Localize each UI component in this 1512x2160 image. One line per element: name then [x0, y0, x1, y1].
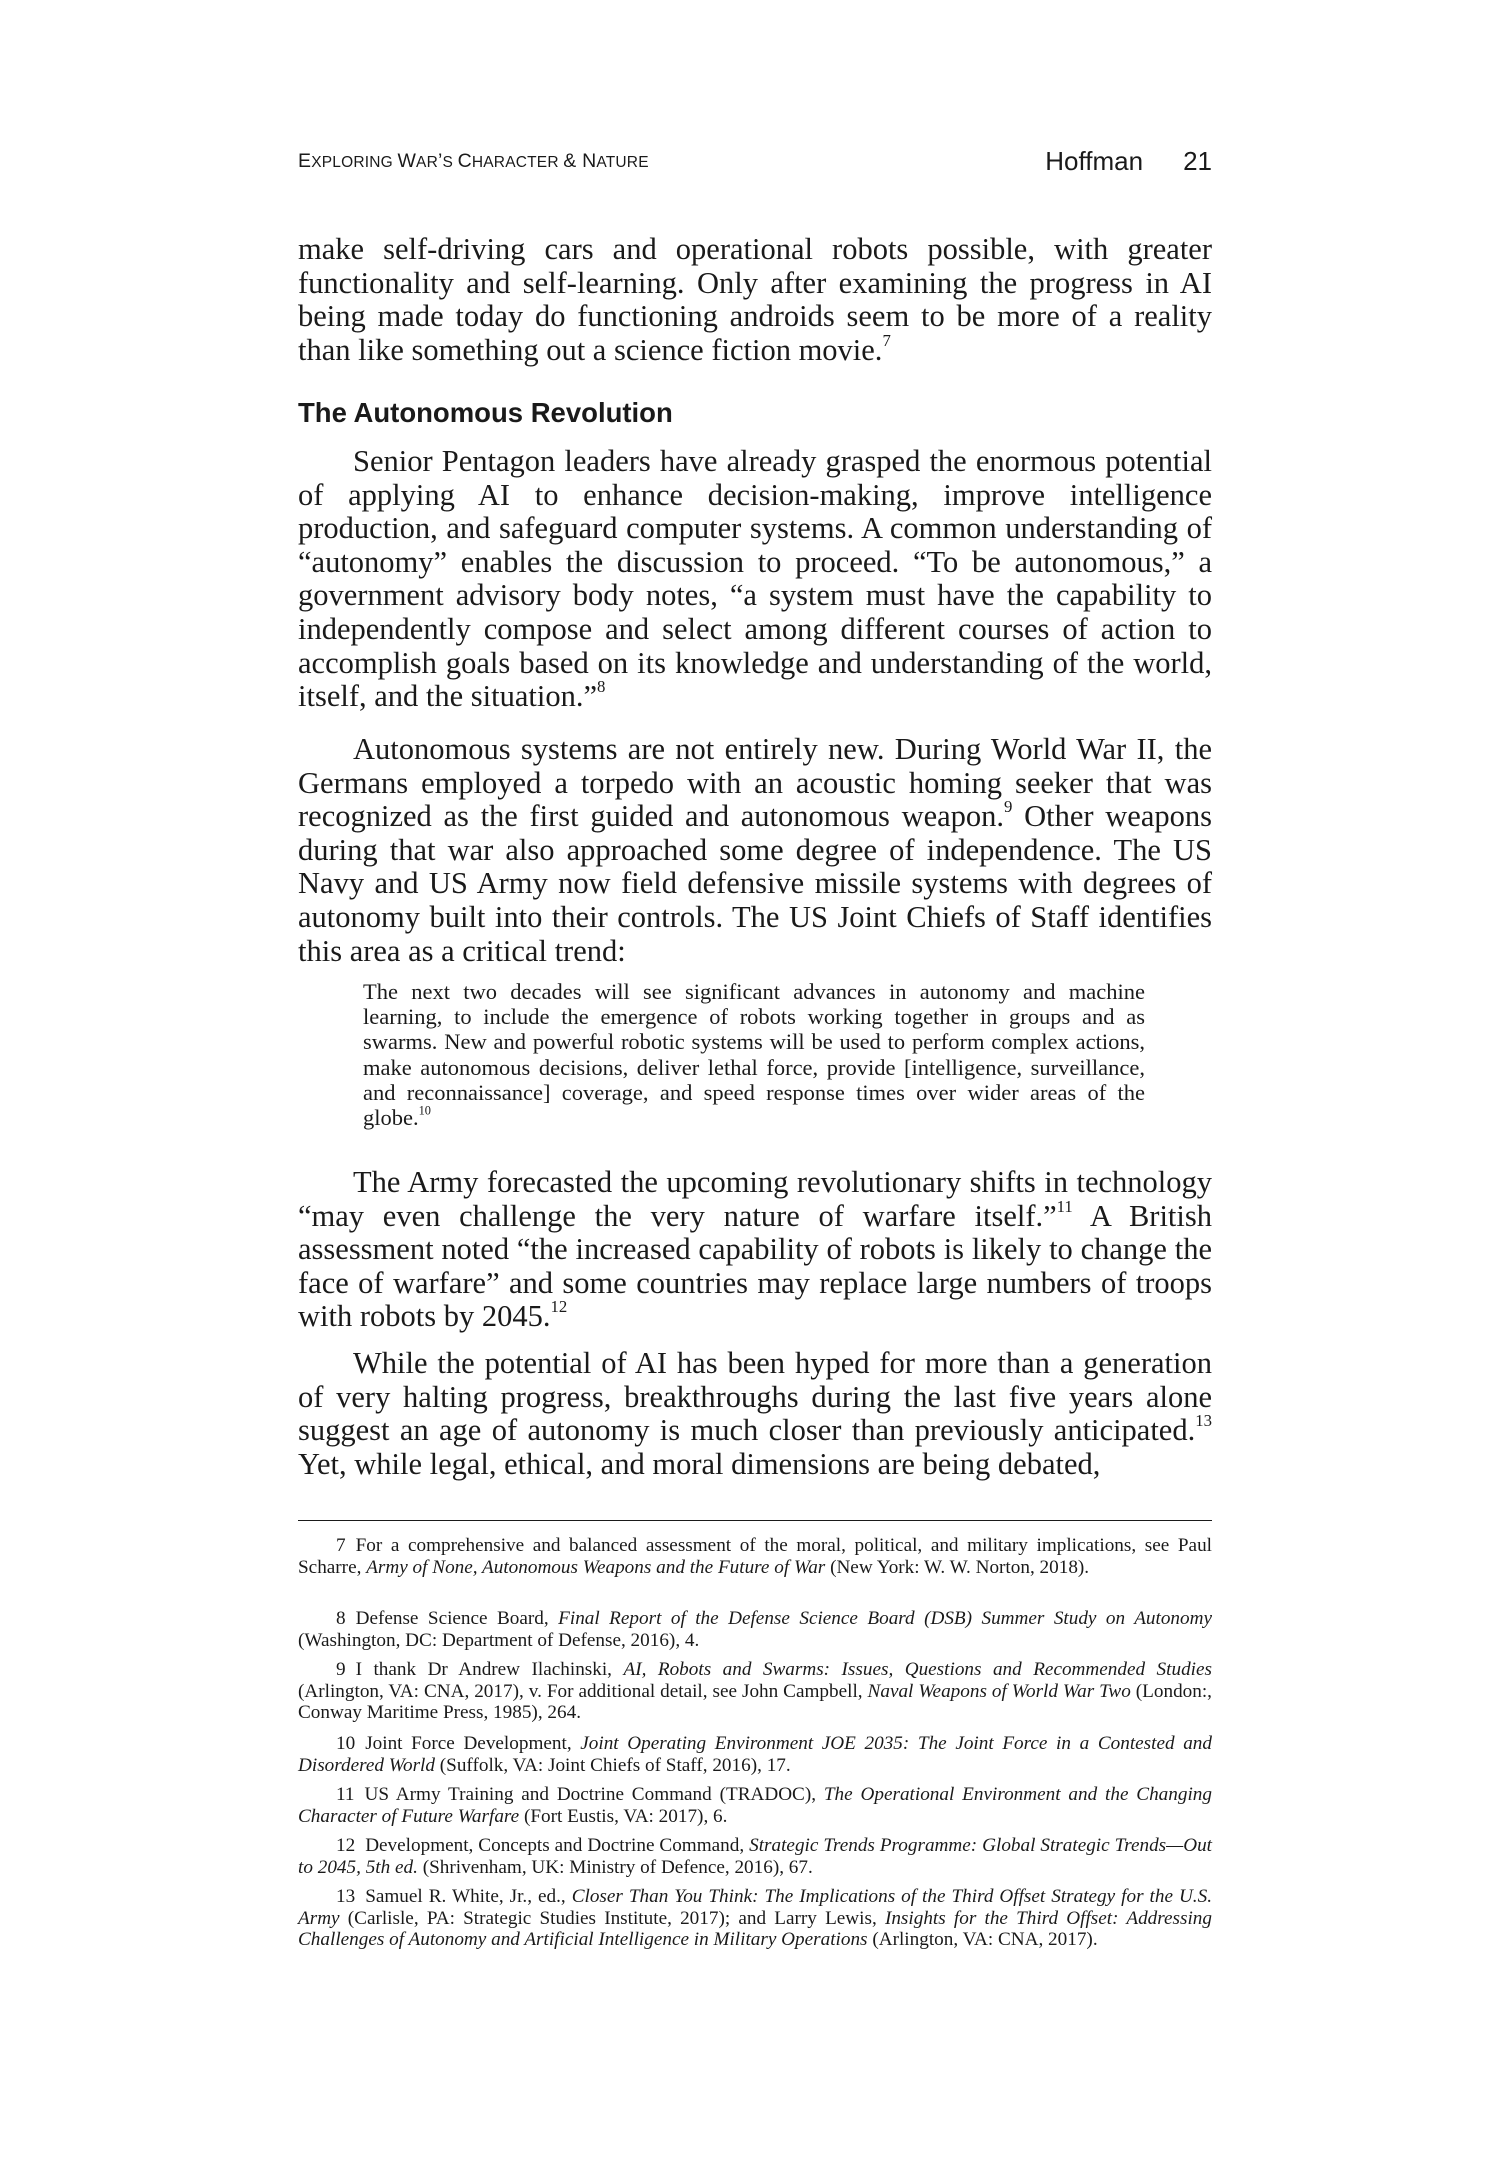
running-head [298, 146, 1212, 182]
footnote-10: 10 Joint Force Development, Joint Operating Environment JOE 2035: The Joint Force in a Contested and Disordered World (Suffolk, VA: Joint Chiefs of Staff, 2016), 17. [298, 1733, 1212, 1776]
footnote-ref: 10 [418, 1103, 431, 1118]
page-number: 21 [1183, 146, 1212, 176]
footnote-ref: 7 [882, 330, 891, 350]
footnote-ref: 11 [1056, 1196, 1073, 1216]
footnote-11: 11 US Army Training and Doctrine Command (TRADOC), The Operational Environment and the Changing Character of Future Warfare (Fort Eustis, VA: 2017), 6. [298, 1784, 1212, 1827]
footnote-7: 7 For a comprehensive and balanced assessment of the moral, political, and military implications, see Paul Scharre, Army of None, Autonomous Weapons and the Future of War (New York: W. W. Norton, 2018). [298, 1535, 1212, 1578]
footnote-13: 13 Samuel R. White, Jr., ed., Closer Than You Think: The Implications of the Third Offset Strategy for the U.S. Army (Carlisle, PA: Strategic Studies Institute, 2017); and Larry Lewis, Insights for the Third Offset: Addressing Challenges of Autonomy and Artificial Intelligence in Military Operations (Arlington, VA: CNA, 2017). [298, 1886, 1212, 1951]
footnote-9: 9 I thank Dr Andrew Ilachinski, AI, Robots and Swarms: Issues, Questions and Recommended Studies (Arlington, VA: CNA, 2017), v. For additional detail, see John Campbell, Naval Weapons of World War Two (London:, Conway Maritime Press, 1985), 264. [298, 1659, 1212, 1724]
paragraph-autonomy-definition: Senior Pentagon leaders have already grasped the enormous potential of applying AI to enhance decision-making, improve intelligence production, and safeguard computer systems. A common understanding of “autonomy” enables the discussion to proceed. “To be autonomous,” a government advisory body notes, “a system must have the capability to independently compose and select among different courses of action to accomplish goals based on its knowledge and understanding of the world, itself, and the situation.”$^8$ [298, 444, 1212, 714]
running-head-right [1045, 146, 1212, 177]
footnote-ref: 12 [550, 1297, 568, 1317]
paragraph-autonomous-history: Autonomous systems are not entirely new. During World War II, the Germans employed a torpedo with an acoustic homing seeker that was recognized as the first guided and autonomous weapon.$^9$ Other weapons during that war also approached some degree of independence. The US Navy and US Army now field defensive missile systems with degrees of autonomy built into their controls. The US Joint Chiefs of Staff identifies this area as a critical trend: [298, 732, 1212, 968]
block-quote: The next two decades will see significant advances in autonomy and machine learning, to include the emergence of robots working together in groups and as swarms. New and powerful robotic systems will be used to perform complex actions, make autonomous decisions, deliver lethal force, provide [intelligence, surveillance, and reconnaissance] coverage, and speed response times over wider areas of the globe.$^{10}$ [363, 979, 1145, 1131]
running-head-title: EXPLORING WAR’S CHARACTER & NATURE [298, 150, 649, 172]
section-heading: The Autonomous Revolution [298, 397, 673, 428]
footnote-ref: 9 [1004, 796, 1013, 816]
paragraph-ai-progress: While the potential of AI has been hyped for more than a generation of very halting progress, breakthroughs during the last five years alone suggest an age of autonomy is much closer than previously anticipated.$^{13}$ Yet, while legal, ethical, and moral dimensions are being debated, [298, 1346, 1212, 1481]
footnote-divider [298, 1520, 1212, 1521]
paragraph-intro: make self-driving cars and operational robots possible, with greater functionality and self-learning. Only after examining the progress in AI being made today do functioning androids seem to be more of a reality than like something out a science fiction movie.$^7$ [298, 232, 1212, 367]
footnote-ref: 8 [597, 676, 606, 696]
author-name: Hoffman [1045, 146, 1144, 176]
paragraph-army-forecast: The Army forecasted the upcoming revolutionary shifts in technology “may even challenge the very nature of warfare itself.”$^{11}$ A British assessment noted “the increased capability of robots is likely to change the face of warfare” and some countries may replace large numbers of troops with robots by 2045.12 [298, 1165, 1212, 1334]
footnote-ref: 13 [1195, 1410, 1212, 1430]
footnote-8: 8 Defense Science Board, Final Report of the Defense Science Board (DSB) Summer Study on Autonomy (Washington, DC: Department of Defense, 2016), 4. [298, 1608, 1212, 1651]
footnote-12: 12 Development, Concepts and Doctrine Command, Strategic Trends Programme: Global Strategic Trends—Out to 2045, 5th ed. (Shrivenham, UK: Ministry of Defence, 2016), 67. [298, 1835, 1212, 1878]
